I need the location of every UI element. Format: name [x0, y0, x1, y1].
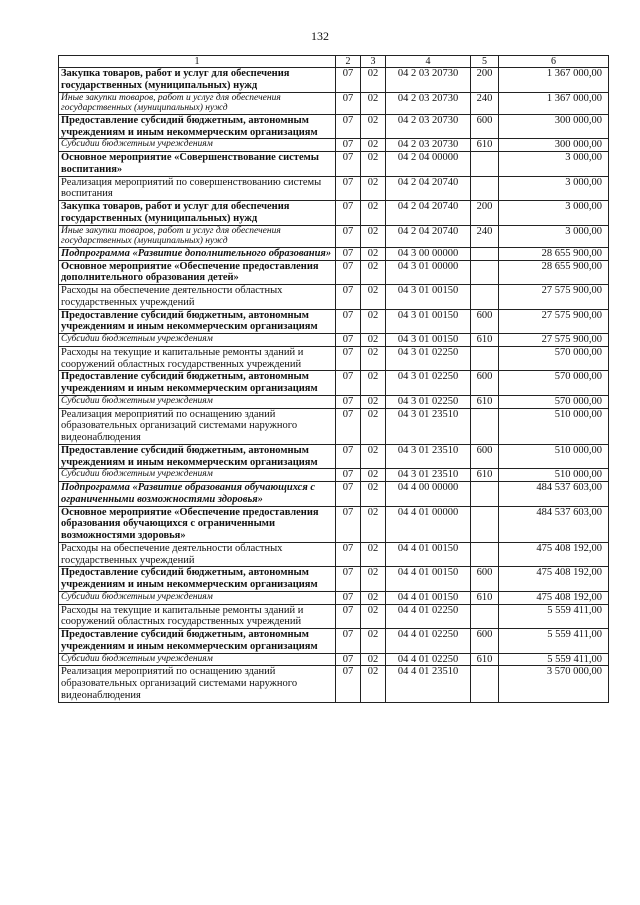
section-code-cell: 07 — [336, 371, 361, 396]
expense-type-cell — [471, 346, 499, 371]
table-row — [59, 346, 609, 371]
section-code-cell: 07 — [336, 260, 361, 285]
row-name-cell: Основное мероприятие «Обеспечение предоставления образования обучающихся с ограниченными возможностями здоровья» — [59, 506, 336, 542]
section-code-cell: 07 — [336, 152, 361, 177]
amount-cell: 3 570 000,00 — [499, 666, 609, 702]
subsection-code-cell: 02 — [361, 201, 386, 226]
amount-cell: 3 000,00 — [499, 225, 609, 247]
section-code-cell: 07 — [336, 542, 361, 567]
amount-cell: 27 575 900,00 — [499, 309, 609, 334]
table-row — [59, 604, 609, 629]
row-name-cell: Предоставление субсидий бюджетным, автономным учреждениям и иным некоммерческим организациям — [59, 371, 336, 396]
expense-type-cell: 610 — [471, 334, 499, 347]
subsection-code-cell: 02 — [361, 567, 386, 592]
expense-type-cell — [471, 604, 499, 629]
column-header: 1 — [59, 56, 336, 68]
row-name-cell: Предоставление субсидий бюджетным, автономным учреждениям и иным некоммерческим организациям — [59, 444, 336, 469]
section-code-cell: 07 — [336, 334, 361, 347]
target-article-cell: 04 2 04 00000 — [386, 152, 471, 177]
section-code-cell: 07 — [336, 201, 361, 226]
amount-cell: 28 655 900,00 — [499, 247, 609, 260]
table-row — [59, 591, 609, 604]
subsection-code-cell: 02 — [361, 408, 386, 444]
section-code-cell: 07 — [336, 604, 361, 629]
column-header: 6 — [499, 56, 609, 68]
target-article-cell: 04 2 04 20740 — [386, 225, 471, 247]
subsection-code-cell: 02 — [361, 506, 386, 542]
section-code-cell: 07 — [336, 469, 361, 482]
expense-type-cell — [471, 247, 499, 260]
target-article-cell: 04 4 01 23510 — [386, 666, 471, 702]
expense-type-cell: 600 — [471, 371, 499, 396]
row-name-cell: Предоставление субсидий бюджетным, автономным учреждениям и иным некоммерческим организациям — [59, 309, 336, 334]
row-name-cell: Субсидии бюджетным учреждениям — [59, 591, 336, 604]
subsection-code-cell: 02 — [361, 542, 386, 567]
expense-type-cell — [471, 482, 499, 507]
target-article-cell: 04 2 03 20730 — [386, 139, 471, 152]
subsection-code-cell: 02 — [361, 444, 386, 469]
amount-cell: 3 000,00 — [499, 176, 609, 201]
target-article-cell: 04 3 01 23510 — [386, 408, 471, 444]
row-name-cell: Основное мероприятие «Обеспечение предоставления дополнительного образования детей» — [59, 260, 336, 285]
target-article-cell: 04 3 01 00000 — [386, 260, 471, 285]
row-name-cell: Закупка товаров, работ и услуг для обеспечения государственных (муниципальных) нужд — [59, 201, 336, 226]
subsection-code-cell: 02 — [361, 604, 386, 629]
target-article-cell: 04 4 01 02250 — [386, 604, 471, 629]
amount-cell: 510 000,00 — [499, 444, 609, 469]
expense-type-cell: 610 — [471, 139, 499, 152]
table-row — [59, 469, 609, 482]
row-name-cell: Расходы на обеспечение деятельности областных государственных учреждений — [59, 542, 336, 567]
expense-type-cell: 600 — [471, 444, 499, 469]
row-name-cell: Субсидии бюджетным учреждениям — [59, 469, 336, 482]
target-article-cell: 04 3 01 02250 — [386, 395, 471, 408]
amount-cell: 5 559 411,00 — [499, 604, 609, 629]
subsection-code-cell: 02 — [361, 629, 386, 654]
target-article-cell: 04 4 01 00150 — [386, 591, 471, 604]
amount-cell: 570 000,00 — [499, 346, 609, 371]
amount-cell: 510 000,00 — [499, 408, 609, 444]
row-name-cell: Расходы на текущие и капитальные ремонты зданий и сооружений областных государственных учреждений — [59, 346, 336, 371]
row-name-cell: Субсидии бюджетным учреждениям — [59, 334, 336, 347]
page-number: 132 — [311, 29, 329, 43]
row-name-cell: Подпрограмма «Развитие дополнительного образования» — [59, 247, 336, 260]
target-article-cell: 04 4 01 00150 — [386, 542, 471, 567]
amount-cell: 5 559 411,00 — [499, 629, 609, 654]
subsection-code-cell: 02 — [361, 591, 386, 604]
table-row — [59, 201, 609, 226]
amount-cell: 570 000,00 — [499, 395, 609, 408]
table-row — [59, 653, 609, 666]
subsection-code-cell: 02 — [361, 114, 386, 139]
target-article-cell: 04 3 01 00150 — [386, 309, 471, 334]
table-row — [59, 629, 609, 654]
table-row — [59, 567, 609, 592]
table-row — [59, 92, 609, 114]
expense-type-cell: 600 — [471, 114, 499, 139]
target-article-cell: 04 3 01 23510 — [386, 444, 471, 469]
column-header: 4 — [386, 56, 471, 68]
table-row — [59, 371, 609, 396]
subsection-code-cell: 02 — [361, 371, 386, 396]
amount-cell: 3 000,00 — [499, 152, 609, 177]
row-name-cell: Закупка товаров, работ и услуг для обеспечения государственных (муниципальных) нужд — [59, 68, 336, 93]
section-code-cell: 07 — [336, 247, 361, 260]
section-code-cell: 07 — [336, 114, 361, 139]
row-name-cell: Реализация мероприятий по совершенствованию системы воспитания — [59, 176, 336, 201]
expense-type-cell — [471, 260, 499, 285]
target-article-cell: 04 3 01 02250 — [386, 346, 471, 371]
section-code-cell: 07 — [336, 309, 361, 334]
section-code-cell: 07 — [336, 346, 361, 371]
section-code-cell: 07 — [336, 408, 361, 444]
subsection-code-cell: 02 — [361, 285, 386, 310]
table-row — [59, 309, 609, 334]
subsection-code-cell: 02 — [361, 176, 386, 201]
subsection-code-cell: 02 — [361, 482, 386, 507]
section-code-cell: 07 — [336, 567, 361, 592]
amount-cell: 484 537 603,00 — [499, 506, 609, 542]
table-row — [59, 666, 609, 702]
section-code-cell: 07 — [336, 591, 361, 604]
table-row — [59, 260, 609, 285]
expense-type-cell: 610 — [471, 591, 499, 604]
subsection-code-cell: 02 — [361, 68, 386, 93]
budget-table — [58, 55, 609, 703]
row-name-cell: Субсидии бюджетным учреждениям — [59, 139, 336, 152]
target-article-cell: 04 4 01 00000 — [386, 506, 471, 542]
section-code-cell: 07 — [336, 285, 361, 310]
amount-cell: 475 408 192,00 — [499, 567, 609, 592]
row-name-cell: Иные закупки товаров, работ и услуг для обеспечения государственных (муниципальных) нужд — [59, 225, 336, 247]
amount-cell: 570 000,00 — [499, 371, 609, 396]
amount-cell: 510 000,00 — [499, 469, 609, 482]
expense-type-cell: 200 — [471, 201, 499, 226]
section-code-cell: 07 — [336, 68, 361, 93]
expense-type-cell: 200 — [471, 68, 499, 93]
expense-type-cell — [471, 285, 499, 310]
row-name-cell: Расходы на текущие и капитальные ремонты зданий и сооружений областных государственных учреждений — [59, 604, 336, 629]
target-article-cell: 04 3 01 02250 — [386, 371, 471, 396]
expense-type-cell: 600 — [471, 309, 499, 334]
amount-cell: 475 408 192,00 — [499, 591, 609, 604]
table-header-row — [59, 56, 609, 68]
row-name-cell: Субсидии бюджетным учреждениям — [59, 653, 336, 666]
target-article-cell: 04 3 01 00150 — [386, 334, 471, 347]
amount-cell: 1 367 000,00 — [499, 68, 609, 93]
table-row — [59, 408, 609, 444]
subsection-code-cell: 02 — [361, 469, 386, 482]
row-name-cell: Субсидии бюджетным учреждениям — [59, 395, 336, 408]
section-code-cell: 07 — [336, 482, 361, 507]
subsection-code-cell: 02 — [361, 666, 386, 702]
section-code-cell: 07 — [336, 139, 361, 152]
section-code-cell: 07 — [336, 225, 361, 247]
subsection-code-cell: 02 — [361, 225, 386, 247]
column-header: 3 — [361, 56, 386, 68]
subsection-code-cell: 02 — [361, 346, 386, 371]
table-row — [59, 68, 609, 93]
amount-cell: 300 000,00 — [499, 139, 609, 152]
target-article-cell: 04 2 04 20740 — [386, 201, 471, 226]
subsection-code-cell: 02 — [361, 92, 386, 114]
table-row — [59, 114, 609, 139]
row-name-cell: Предоставление субсидий бюджетным, автономным учреждениям и иным некоммерческим организациям — [59, 114, 336, 139]
expense-type-cell: 610 — [471, 469, 499, 482]
table-row — [59, 225, 609, 247]
row-name-cell: Подпрограмма «Развитие образования обучающихся с ограниченными возможностями здоровья» — [59, 482, 336, 507]
table-row — [59, 542, 609, 567]
subsection-code-cell: 02 — [361, 334, 386, 347]
target-article-cell: 04 2 03 20730 — [386, 68, 471, 93]
subsection-code-cell: 02 — [361, 247, 386, 260]
amount-cell: 484 537 603,00 — [499, 482, 609, 507]
row-name-cell: Иные закупки товаров, работ и услуг для обеспечения государственных (муниципальных) нужд — [59, 92, 336, 114]
target-article-cell: 04 4 01 02250 — [386, 629, 471, 654]
amount-cell: 5 559 411,00 — [499, 653, 609, 666]
expense-type-cell — [471, 542, 499, 567]
amount-cell: 475 408 192,00 — [499, 542, 609, 567]
target-article-cell: 04 4 01 00150 — [386, 567, 471, 592]
table-row — [59, 152, 609, 177]
expense-type-cell: 240 — [471, 225, 499, 247]
table-row — [59, 247, 609, 260]
subsection-code-cell: 02 — [361, 309, 386, 334]
subsection-code-cell: 02 — [361, 395, 386, 408]
amount-cell: 3 000,00 — [499, 201, 609, 226]
expense-type-cell: 610 — [471, 395, 499, 408]
amount-cell: 1 367 000,00 — [499, 92, 609, 114]
expense-type-cell — [471, 152, 499, 177]
row-name-cell: Реализация мероприятий по оснащению зданий образовательных организаций системами наружного видеонаблюдения — [59, 408, 336, 444]
table-row — [59, 176, 609, 201]
target-article-cell: 04 3 01 23510 — [386, 469, 471, 482]
table-row — [59, 506, 609, 542]
table-row — [59, 395, 609, 408]
expense-type-cell — [471, 408, 499, 444]
section-code-cell: 07 — [336, 653, 361, 666]
row-name-cell: Основное мероприятие «Совершенствование системы воспитания» — [59, 152, 336, 177]
column-header: 5 — [471, 56, 499, 68]
table-row — [59, 444, 609, 469]
subsection-code-cell: 02 — [361, 653, 386, 666]
target-article-cell: 04 4 00 00000 — [386, 482, 471, 507]
subsection-code-cell: 02 — [361, 139, 386, 152]
row-name-cell: Предоставление субсидий бюджетным, автономным учреждениям и иным некоммерческим организациям — [59, 629, 336, 654]
amount-cell: 300 000,00 — [499, 114, 609, 139]
row-name-cell: Предоставление субсидий бюджетным, автономным учреждениям и иным некоммерческим организациям — [59, 567, 336, 592]
expense-type-cell — [471, 506, 499, 542]
target-article-cell: 04 2 03 20730 — [386, 92, 471, 114]
table-row — [59, 139, 609, 152]
amount-cell: 28 655 900,00 — [499, 260, 609, 285]
section-code-cell: 07 — [336, 395, 361, 408]
section-code-cell: 07 — [336, 92, 361, 114]
section-code-cell: 07 — [336, 506, 361, 542]
section-code-cell: 07 — [336, 444, 361, 469]
expense-type-cell: 240 — [471, 92, 499, 114]
section-code-cell: 07 — [336, 629, 361, 654]
table-row — [59, 334, 609, 347]
subsection-code-cell: 02 — [361, 260, 386, 285]
section-code-cell: 07 — [336, 666, 361, 702]
table-row — [59, 285, 609, 310]
target-article-cell: 04 2 04 20740 — [386, 176, 471, 201]
expense-type-cell — [471, 666, 499, 702]
expense-type-cell: 600 — [471, 567, 499, 592]
row-name-cell: Расходы на обеспечение деятельности областных государственных учреждений — [59, 285, 336, 310]
target-article-cell: 04 3 01 00150 — [386, 285, 471, 310]
section-code-cell: 07 — [336, 176, 361, 201]
expense-type-cell: 600 — [471, 629, 499, 654]
amount-cell: 27 575 900,00 — [499, 285, 609, 310]
subsection-code-cell: 02 — [361, 152, 386, 177]
expense-type-cell — [471, 176, 499, 201]
target-article-cell: 04 2 03 20730 — [386, 114, 471, 139]
column-header: 2 — [336, 56, 361, 68]
target-article-cell: 04 3 00 00000 — [386, 247, 471, 260]
target-article-cell: 04 4 01 02250 — [386, 653, 471, 666]
amount-cell: 27 575 900,00 — [499, 334, 609, 347]
row-name-cell: Реализация мероприятий по оснащению зданий образовательных организаций системами наружного видеонаблюдения — [59, 666, 336, 702]
expense-type-cell: 610 — [471, 653, 499, 666]
table-row — [59, 482, 609, 507]
